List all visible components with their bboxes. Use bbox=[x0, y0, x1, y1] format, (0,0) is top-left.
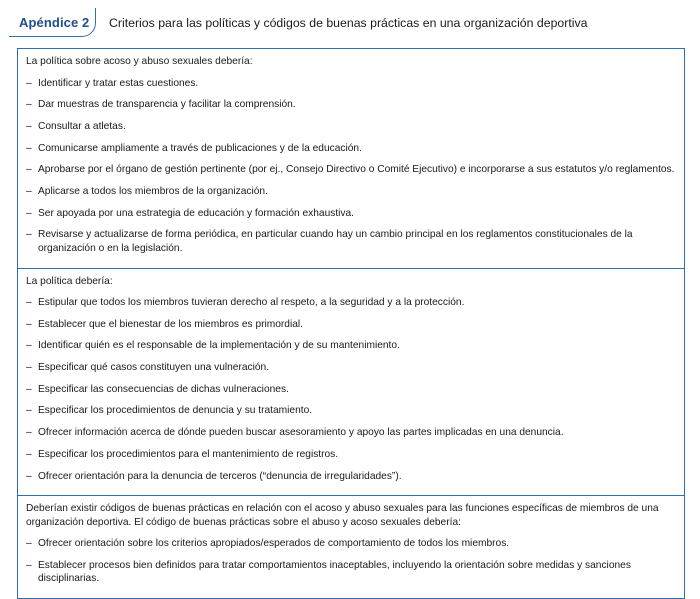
list-item bbox=[26, 142, 676, 156]
dash-bullet: – bbox=[26, 120, 32, 132]
list-item-text: Dar muestras de transparencia y facilitar la comprensión. bbox=[38, 99, 296, 111]
list-item bbox=[26, 228, 676, 255]
dash-bullet: – bbox=[26, 207, 32, 219]
dash-bullet: – bbox=[26, 340, 32, 352]
dash-bullet: – bbox=[26, 77, 32, 89]
dash-bullet: – bbox=[26, 448, 32, 460]
list-item-text: Especificar las consecuencias de dichas vulneraciones. bbox=[38, 383, 289, 395]
dash-bullet: – bbox=[26, 405, 32, 417]
dash-bullet: – bbox=[26, 538, 32, 550]
criteria-section bbox=[18, 269, 684, 497]
dash-bullet: – bbox=[26, 318, 32, 330]
list-item-text: Consultar a atletas. bbox=[38, 120, 126, 132]
appendix-title: Criterios para las políticas y códigos de buenas prácticas en una organización deportiva bbox=[109, 16, 588, 30]
list-item bbox=[26, 426, 676, 440]
dash-bullet: – bbox=[26, 362, 32, 374]
list-item-text: Ofrecer orientación para la denuncia de terceros (“denuncia de irregularidades”). bbox=[38, 470, 402, 482]
list-item bbox=[26, 339, 676, 353]
appendix-header bbox=[9, 8, 687, 38]
list-item bbox=[26, 318, 676, 332]
dash-bullet: – bbox=[26, 559, 32, 571]
dash-bullet: – bbox=[26, 142, 32, 154]
list-item-text: Ser apoyada por una estrategia de educación y formación exhaustiva. bbox=[38, 207, 355, 219]
section-intro: La política debería: bbox=[26, 275, 113, 287]
list-item bbox=[26, 470, 676, 484]
list-item-text: Especificar los procedimientos para el mantenimiento de registros. bbox=[38, 448, 339, 460]
list-item bbox=[26, 361, 676, 375]
list-item bbox=[26, 559, 676, 586]
dash-bullet: – bbox=[26, 164, 32, 176]
list-item-text: Estipular que todos los miembros tuvieran derecho al respeto, a la seguridad y a la protección. bbox=[38, 297, 465, 308]
section-intro: La política sobre acoso y abuso sexuales debería: bbox=[26, 56, 253, 67]
dash-bullet: – bbox=[26, 185, 32, 197]
list-item bbox=[26, 163, 676, 177]
list-item bbox=[26, 537, 676, 551]
dash-bullet: – bbox=[26, 470, 32, 482]
list-item bbox=[26, 185, 676, 199]
list-item-text: Identificar quién es el responsable de la implementación y de su mantenimiento. bbox=[38, 340, 400, 352]
list-item bbox=[26, 98, 676, 112]
dash-bullet: – bbox=[26, 297, 32, 308]
section-intro: Deberían existir códigos de buenas prácticas en relación con el acoso y abuso sexuales para las funciones específicas de miembros de una organización deportiva. El código de buenas prácticas sobre el abuso y acoso sexuales debería: bbox=[26, 503, 659, 528]
appendix-tag-label: Apéndice 2 bbox=[19, 15, 90, 30]
appendix-tag bbox=[9, 8, 96, 37]
list-item-text: Aplicarse a todos los miembros de la organización. bbox=[38, 185, 268, 197]
list-item bbox=[26, 77, 676, 91]
list-item bbox=[26, 296, 676, 310]
list-item bbox=[26, 120, 676, 134]
criteria-section bbox=[18, 49, 684, 269]
list-item-text: Revisarse y actualizarse de forma periódica, en particular cuando hay un cambio principal en los reglamentos constitucionales de la organización o en la legislación. bbox=[38, 229, 633, 254]
criteria-section bbox=[18, 496, 684, 598]
list-item-text: Establecer procesos bien definidos para tratar comportamientos inaceptables, incluyendo la orientación sobre medidas y sanciones disciplinarias. bbox=[38, 559, 631, 585]
list-item-text: Ofrecer información acerca de dónde pueden buscar asesoramiento y apoyo las partes implicadas en una denuncia. bbox=[38, 427, 564, 439]
list-item bbox=[26, 448, 676, 462]
list-item-text: Establecer que el bienestar de los miembros es primordial. bbox=[38, 318, 303, 330]
list-item-text: Comunicarse ampliamente a través de publicaciones y de la educación. bbox=[38, 142, 362, 154]
dash-bullet: – bbox=[26, 427, 32, 439]
list-item bbox=[26, 383, 676, 397]
criteria-table bbox=[17, 48, 685, 599]
list-item bbox=[26, 404, 676, 418]
list-item-text: Especificar los procedimientos de denuncia y su tratamiento. bbox=[38, 405, 313, 417]
dash-bullet: – bbox=[26, 229, 32, 241]
dash-bullet: – bbox=[26, 99, 32, 111]
list-item-text: Ofrecer orientación sobre los criterios apropiados/esperados de comportamiento de todos los miembros. bbox=[38, 538, 510, 550]
list-item-text: Identificar y tratar estas cuestiones. bbox=[38, 77, 199, 89]
dash-bullet: – bbox=[26, 383, 32, 395]
list-item bbox=[26, 207, 676, 221]
list-item-text: Aprobarse por el órgano de gestión pertinente (por ej., Consejo Directivo o Comité Ejecutivo) e incorporarse a sus estatutos y/o reglamentos. bbox=[38, 164, 675, 176]
list-item-text: Especificar qué casos constituyen una vulneración. bbox=[38, 362, 270, 374]
